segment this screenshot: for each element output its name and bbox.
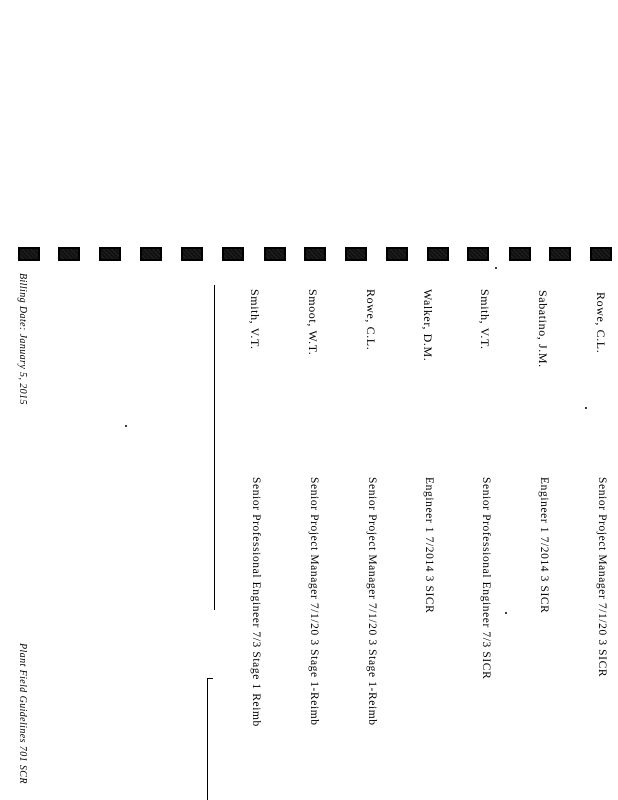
employee-name: Smoot, W.T. — [306, 289, 320, 356]
employee-detail: Senior Project Manager 7/1/20 3 Stage 1-Reimb — [308, 477, 320, 726]
marker-block — [509, 247, 531, 261]
marker-block — [58, 247, 80, 261]
marker-block — [467, 247, 489, 261]
marker-block — [222, 247, 244, 261]
marker-block — [181, 247, 203, 261]
scan-speck — [505, 612, 507, 614]
employee-detail: Senior Project Manager 7/1/20 3 SICR — [596, 477, 608, 678]
marker-block — [99, 247, 121, 261]
employee-name: Rowe, C.L. — [594, 292, 608, 354]
employee-name: Sabatino, J.M. — [536, 290, 550, 368]
marker-block — [18, 247, 40, 261]
employee-detail: Engineer 1 7/2014 3 SICR — [538, 477, 550, 614]
employee-detail: Engineer 1 7/2014 3 SICR — [423, 477, 435, 614]
marker-block — [590, 247, 612, 261]
employee-name: Smith, V.T. — [478, 289, 492, 350]
employee-detail: Senior Professional Engineer 7/3 SICR — [480, 477, 492, 680]
scan-speck — [585, 407, 587, 409]
marker-block — [345, 247, 367, 261]
marker-block — [264, 247, 286, 261]
marker-block — [140, 247, 162, 261]
employee-detail: Senior Professional Engineer 7/3 Stage 1 Reimb — [250, 477, 262, 727]
separator-line — [207, 678, 208, 800]
marker-block — [386, 247, 408, 261]
scan-speck — [495, 267, 497, 269]
program-label: Plant Field Guidelines 701 SCR — [17, 643, 28, 784]
marker-block — [549, 247, 571, 261]
employee-name: Smith, V.T. — [248, 289, 262, 350]
employee-name: Walker, D.M. — [421, 289, 435, 362]
separator-line — [214, 285, 215, 610]
billing-date: Billing Date: January 5, 2015 — [17, 273, 28, 405]
employee-name: Rowe, C.L. — [364, 289, 378, 351]
employee-detail: Senior Project Manager 7/1/20 3 Stage 1-Reimb — [366, 477, 378, 726]
separator-line — [207, 678, 213, 679]
marker-block — [427, 247, 449, 261]
scan-speck — [125, 425, 127, 427]
marker-block — [304, 247, 326, 261]
